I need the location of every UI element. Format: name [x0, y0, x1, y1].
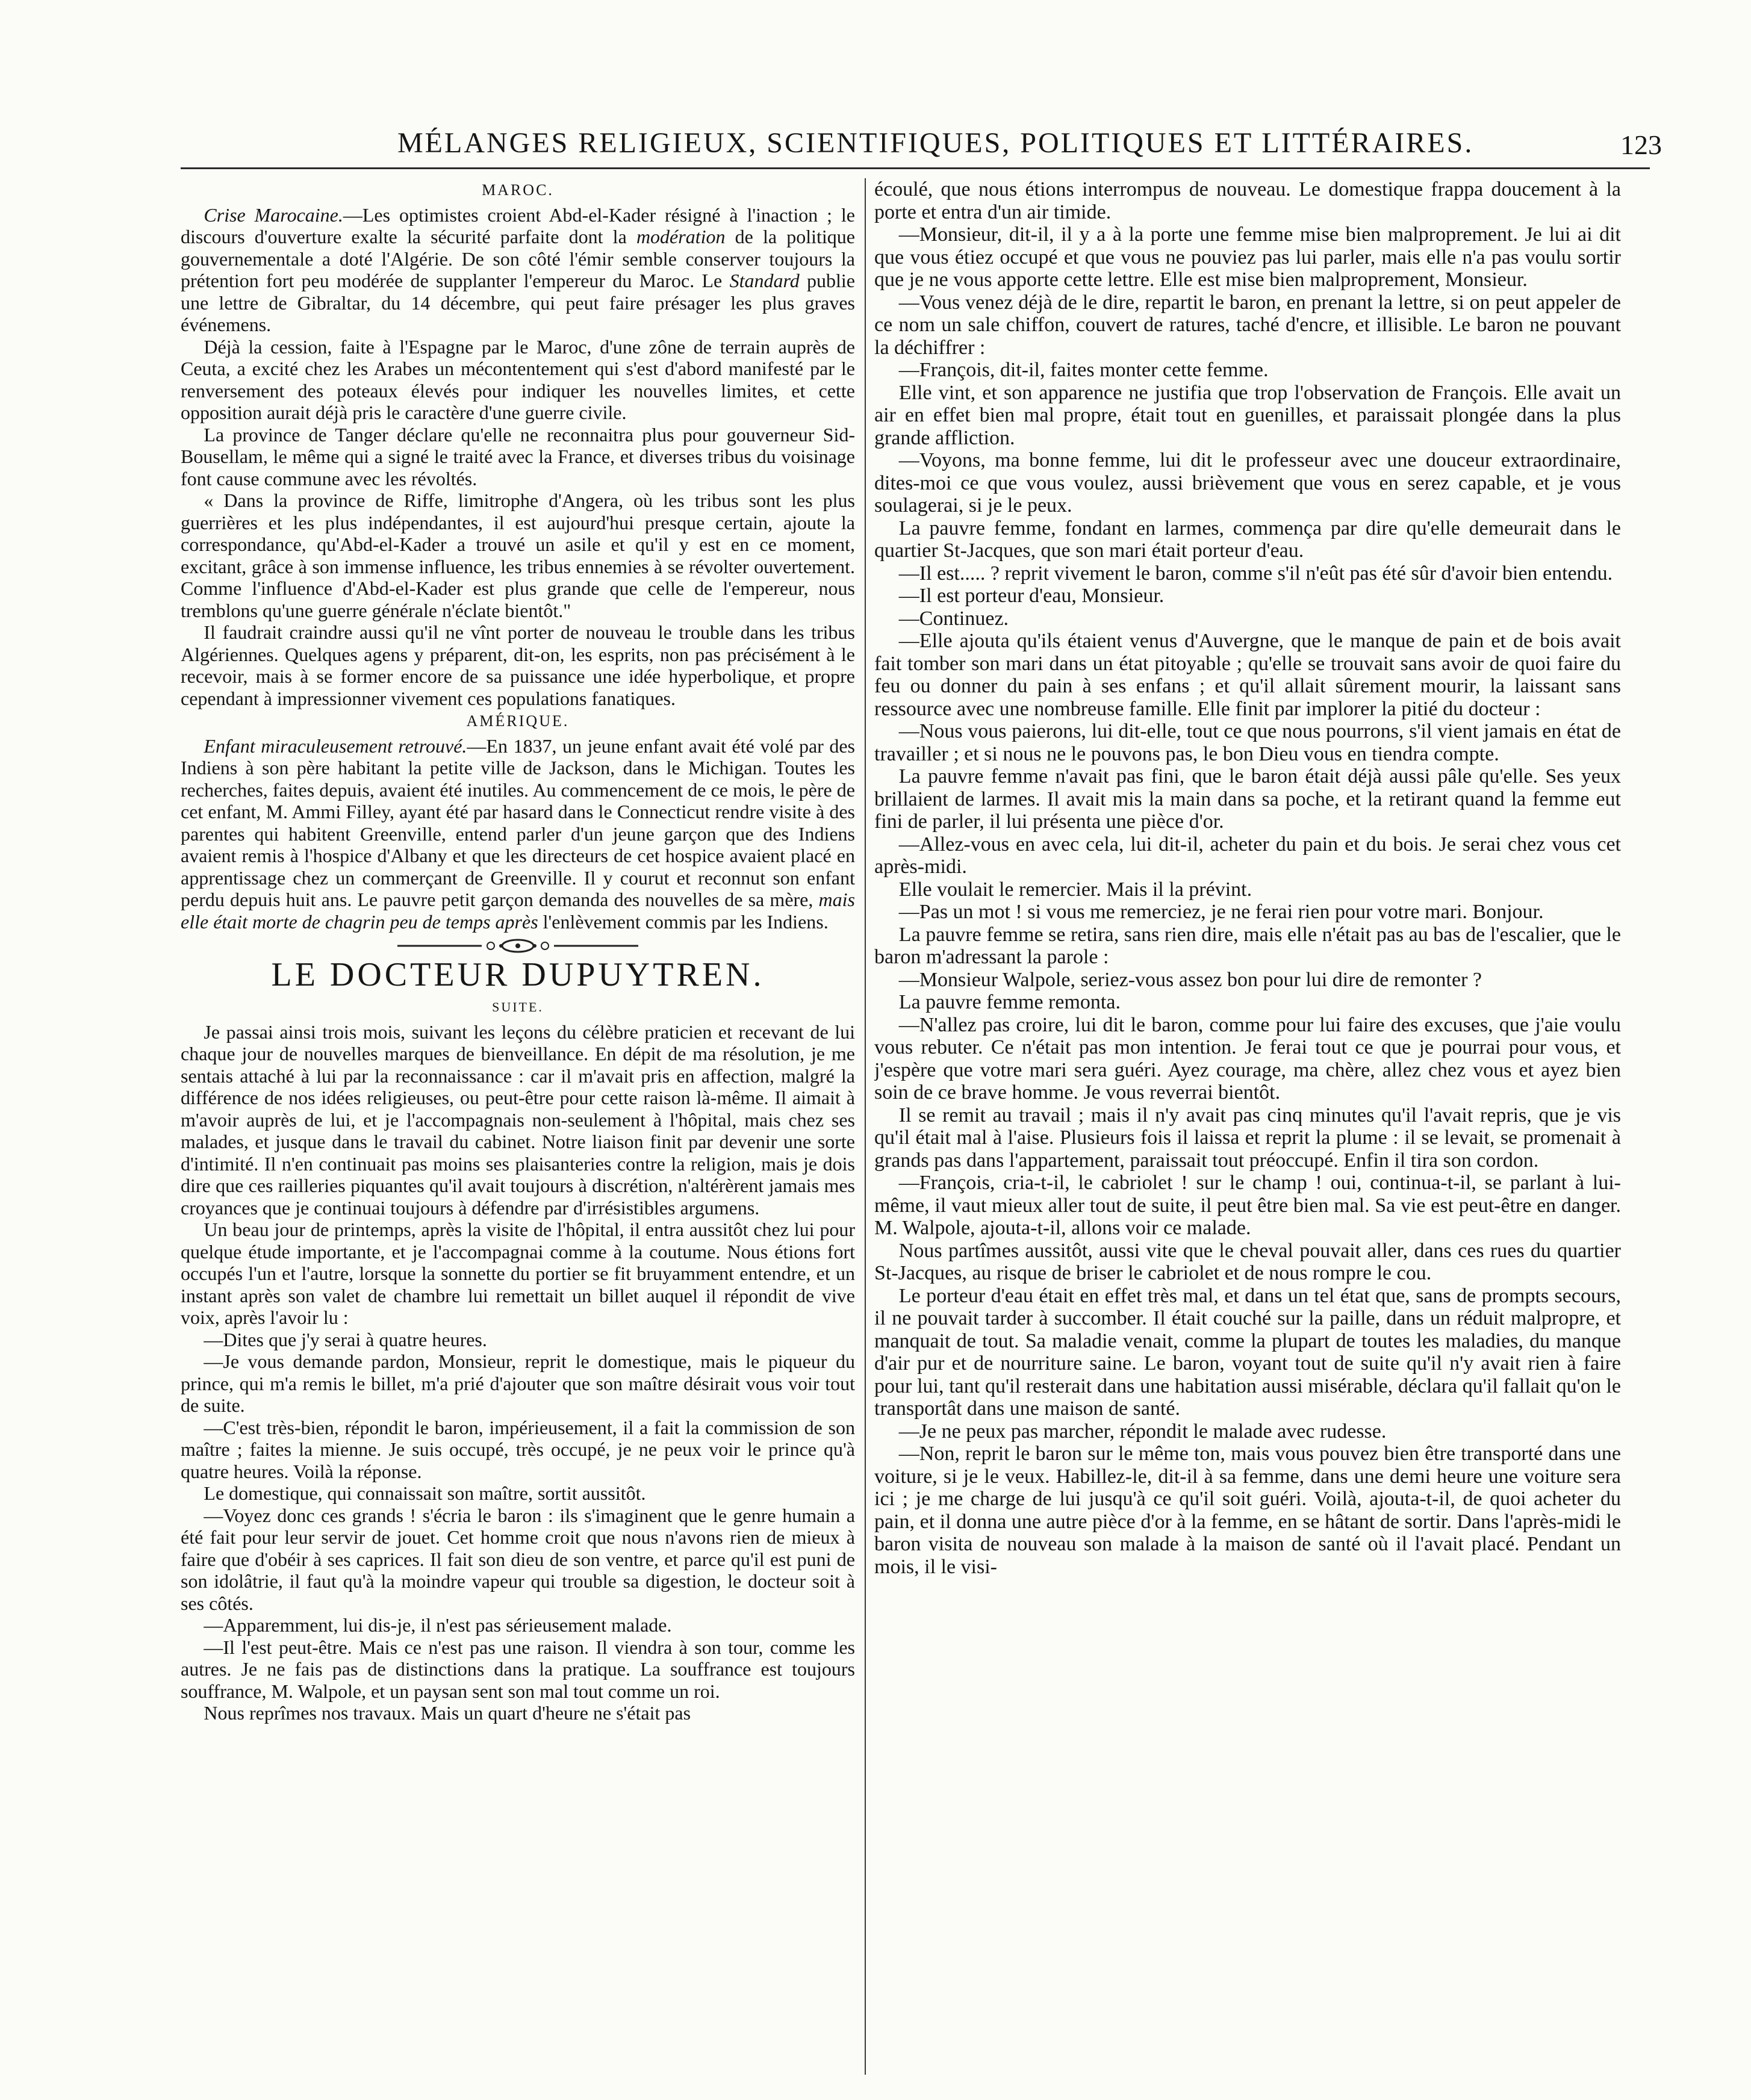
- article-paragraph: —Non, reprit le baron sur le même ton, mais vous pouvez bien être transporté dans une voiture, si je le veux. Habillez-le, dit-il à sa femme, dans une demi heure une voiture sera ici ; je me charge de lui jusqu'à ce qu'il soit guéri. Voilà, ajouta-t-il, de quoi acheter du pain, et il donna une autre pièce d'or à la femme, en se hâtant de sortir. Dans l'après-midi le baron visita de nouveau son malade à la maison de santé où il l'avait placé. Pendant un mois, il le visi-: [874, 1443, 1621, 1578]
- column-divider: [865, 178, 866, 2075]
- article-paragraph: —Monsieur Walpole, seriez-vous assez bon pour lui dire de remonter ?: [898, 968, 1482, 991]
- article-subtitle: SUITE.: [492, 999, 544, 1014]
- article-lead: Crise Marocaine.: [204, 203, 343, 226]
- article-lead: Enfant miraculeusement retrouvé.: [204, 735, 467, 757]
- article-paragraph: La pauvre femme se retira, sans rien dire, mais elle n'était pas au bas de l'escalier, que le baron m'adressant la parole :: [874, 923, 1621, 968]
- section-heading-maroc: MAROC.: [482, 181, 554, 199]
- article-paragraph: —François, cria-t-il, le cabriolet ! sur le champ ! oui, continua-t-il, se parlant à lui-même, il vaut mieux aller tout de suite, il peut être bien mal. Sa vie est peut-être en danger. M. Walpole, ajouta-t-il, allons voir ce malade.: [874, 1172, 1621, 1239]
- article-paragraph: « Dans la province de Riffe, limitrophe d'Angera, où les tribus sont les plus guerrières et les plus indépendantes, il est aujourd'hui presque certain, ajoute la correspondance, qu'Abd-el-Kader a trouvé un asile et qu'il y est en ce moment, excitant, grâce à son immense influence, les tribus ennemies à se révolter ouvertement. Comme l'influence d'Abd-el-Kader est plus grande que celle de l'empereur, nous tremblons qu'une guerre générale n'éclate bientôt.": [181, 489, 855, 621]
- article-paragraph: —Je ne peux pas marcher, répondit le malade avec rudesse.: [898, 1420, 1387, 1443]
- article-paragraph: Il se remit au travail ; mais il n'y avait pas cinq minutes qu'il l'avait repris, que je vis qu'il était mal à l'aise. Plusieurs fois il laissa et reprit la plume : il se levait, se promenait à grands pas dans l'appartement, paraissait tout préoccupé. Enfin il tira son cordon.: [874, 1104, 1621, 1172]
- article-paragraph: écoulé, que nous étions interrompus de nouveau. Le domestique frappa doucement à la porte et entra d'un air timide.: [874, 178, 1621, 223]
- article-paragraph: Je passai ainsi trois mois, suivant les leçons du célèbre praticien et recevant de lui chaque jour de nouvelles marques de bienveillance. En dépit de ma résolution, je me sentais attaché à lui par la reconnaissance : car il m'avait pris en affection, malgré la différence de nos idées religieuses, ou peut-être pour cette raison là-même. Il aimait à m'avoir auprès de lui, et je l'accompagnais non-seulement à l'hôpital, mais chez ses malades, et jusque dans le travail du cabinet. Notre liaison finit par devenir une sorte d'intimité. Il n'en continuait pas moins ses plaisanteries contre la religion, mais je dois dire que ces railleries piquantes qu'il avait toujours à discrétion, n'altérèrent jamais mes croyances que je continuai toujours à défendre par d'irrésistibles argumens.: [181, 1020, 855, 1219]
- ornamental-divider: [181, 939, 855, 954]
- article-title: LE DOCTEUR DUPUYTREN.: [271, 956, 765, 993]
- article-paragraph: —François, dit-il, faites monter cette femme.: [898, 359, 1269, 381]
- article-paragraph: —Dites que j'y serai à quatre heures.: [204, 1328, 487, 1350]
- article-paragraph: —Il est..... ? reprit vivement le baron, comme s'il n'eût pas été sûr d'avoir bien entendu.: [898, 562, 1613, 585]
- article-paragraph: —C'est très-bien, répondit le baron, impérieusement, il a fait la commission de son maître ; faites la mienne. Je suis occupé, très occupé, je ne peux voir le prince qu'à quatre heures. Voilà la réponse.: [181, 1416, 855, 1482]
- page-number: 123: [1620, 129, 1662, 160]
- article-paragraph: La province de Tanger déclare qu'elle ne reconnaitra plus pour gouverneur Sid-Bousellam, le même qui a signé le traité avec la France, et diverses tribus du voisinage font cause commune avec les révoltés.: [181, 423, 855, 489]
- article-paragraph: Le domestique, qui connaissait son maître, sortit aussitôt.: [204, 1482, 646, 1504]
- article-paragraph: Nous partîmes aussitôt, aussi vite que le cheval pouvait aller, dans ces rues du quartier St-Jacques, au risque de briser le cabriolet et de nous rompre le cou.: [874, 1239, 1621, 1284]
- article-paragraph: —Il l'est peut-être. Mais ce n'est pas une raison. Il viendra à son tour, comme les autres. Je ne fais pas de distinctions dans la pratique. La souffrance est toujours souffrance, M. Walpole, et un paysan sent son mal tout comme un roi.: [181, 1636, 855, 1702]
- running-title: MÉLANGES RELIGIEUX, SCIENTIFIQUES, POLITIQUES ET LITTÉRAIRES.: [397, 127, 1474, 159]
- article-paragraph: —Nous vous paierons, lui dit-elle, tout ce que nous pourrons, s'il vient jamais en état de travailler ; et si nous ne le pouvons pas, le bon Dieu vous en tiendra compte.: [874, 720, 1621, 765]
- article-paragraph: —Apparemment, lui dis-je, il n'est pas sérieusement malade.: [204, 1614, 672, 1636]
- article-paragraph: Crise Marocaine.—Les optimistes croient Abd-el-Kader résigné à l'inaction ; le discours d'ouverture exalte la sécurité parfaite dont la modération de la politique gouvernementale a doté l'Algérie. De son côté l'émir semble conserver toujours la prétention fort peu modérée de supplanter l'empereur du Maroc. Le Standard publie une lettre de Gibraltar, du 14 décembre, qui peut faire présager les plus graves événemens.: [181, 203, 855, 335]
- article-paragraph: —Vous venez déjà de le dire, repartit le baron, en prenant la lettre, si on peut appeler de ce nom un sale chiffon, couvert de ratures, taché d'encre, et illisible. Le baron ne pouvant la déchiffrer :: [874, 291, 1621, 359]
- article-paragraph: Enfant miraculeusement retrouvé.—En 1837, un jeune enfant avait été volé par des Indiens à son père habitant la petite ville de Jackson, dans le Michigan. Toutes les recherches, faites depuis, avaient été inutiles. Au commencement de ce mois, le père de cet enfant, M. Ammi Filley, ayant été par hasard dans le Connecticut rendre visite à des parentes qui habitent Greenville, entend parler d'un jeune garçon que des Indiens avaient remis à l'hospice d'Albany et que les directeurs de cet hospice avaient placé en apprentissage chez un commerçant de Greenville. Il y courut et reconnut son enfant perdu depuis huit ans. Le pauvre petit garçon demanda des nouvelles de sa mère, mais elle était morte de chagrin peu de temps après l'enlèvement commis par les Indiens.: [181, 735, 855, 933]
- article-paragraph: —Elle ajouta qu'ils étaient venus d'Auvergne, que le manque de pain et de bois avait fait tomber son mari dans un état pitoyable ; qu'elle se trouvait sans avoir de quoi faire du feu ou donner du pain à ses enfans ; et qu'il allait sûrement mourir, la laissant sans ressource avec une nombreuse famille. Elle finit par implorer la pitié du docteur :: [874, 630, 1621, 720]
- article-paragraph: Un beau jour de printemps, après la visite de l'hôpital, il entra aussitôt chez lui pour quelque étude importante, et je l'accompagnai comme à la coutume. Nous étions fort occupés l'un et l'autre, lorsque la sonnette du portier se fit bruyamment entendre, et un instant après son valet de chambre lui remettait un billet auquel il répondit de vive voix, après l'avoir lu :: [181, 1219, 855, 1328]
- article-paragraph: —Continuez.: [898, 607, 1009, 630]
- article-paragraph: Elle voulait le remercier. Mais il la prévint.: [898, 878, 1252, 901]
- left-column: [181, 178, 855, 2075]
- article-paragraph: Elle vint, et son apparence ne justifia que trop l'observation de François. Elle avait un air en effet bien mal propre, était tout en guenilles, et paraissait plongée dans la plus grande affliction.: [874, 381, 1621, 449]
- article-paragraph: La pauvre femme remonta.: [898, 991, 1121, 1013]
- article-paragraph: —Pas un mot ! si vous me remerciez, je ne ferai rien pour votre mari. Bonjour.: [898, 901, 1544, 923]
- article-paragraph: La pauvre femme n'avait pas fini, que le baron était déjà aussi pâle qu'elle. Ses yeux brillaient de larmes. Il avait mis la main dans sa poche, et la retirant quand la femme eut fini de parler, il lui présenta une pièce d'or.: [874, 765, 1621, 833]
- article-paragraph: —Allez-vous en avec cela, lui dit-il, acheter du pain et du bois. Je serai chez vous cet après-midi.: [874, 833, 1621, 878]
- article-paragraph: La pauvre femme, fondant en larmes, commença par dire qu'elle demeurait dans le quartier St-Jacques, que son mari était porteur d'eau.: [874, 517, 1621, 562]
- right-column: [874, 178, 1621, 2075]
- article-paragraph: Nous reprîmes nos travaux. Mais un quart d'heure ne s'était pas: [204, 1702, 691, 1724]
- article-paragraph: —Je vous demande pardon, Monsieur, reprit le domestique, mais le piqueur du prince, qui m'a remis le billet, m'a prié d'ajouter que son maître désirait vous voir tout de suite.: [181, 1350, 855, 1416]
- header-rule: [181, 167, 1650, 169]
- section-heading-amerique: AMÉRIQUE.: [466, 712, 570, 730]
- article-paragraph: —Monsieur, dit-il, il y a à la porte une femme mise bien malproprement. Je lui ai dit que vous étiez occupé et que vous ne pouviez pas lui parler, mais elle n'a pas voulu sortir que je ne vous apporte cette lettre. Elle est mise bien malproprement, Monsieur.: [874, 223, 1621, 291]
- article-paragraph: Le porteur d'eau était en effet très mal, et dans un tel état que, sans de prompts secours, il ne pouvait tarder à succomber. Il était couché sur la paille, dans un réduit malpropre, et manquait de tout. Sa maladie venait, comme la plupart de toutes les maladies, du manque d'air pur et de nourriture saine. Le baron, voyant tout de suite qu'il n'y avait rien à faire pour lui, tant qu'il resterait dans une habitation aussi misérable, déclara qu'il fallait qu'on le transportât dans une maison de santé.: [874, 1284, 1621, 1420]
- article-paragraph: —N'allez pas croire, lui dit le baron, comme pour lui faire des excuses, que j'aie voulu vous rebuter. Ce n'était pas mon intention. Je ferai tout ce que je pourrai pour vous, et j'espère que votre mari sera guéri. Ayez courage, ma chère, allez chez vous et ayez bien soin de ce brave homme. Je vous reverrai bientôt.: [874, 1013, 1621, 1104]
- article-paragraph: Il faudrait craindre aussi qu'il ne vînt porter de nouveau le trouble dans les tribus Algériennes. Quelques agens y préparent, dit-on, les esprits, non pas précisément à le recevoir, mais à se former encore de sa puissance une idée hyperbolique, et propre cependant à impressionner vivement ces populations fanatiques.: [181, 621, 855, 709]
- article-paragraph: Déjà la cession, faite à l'Espagne par le Maroc, d'une zône de terrain auprès de Ceuta, a excité chez les Arabes un mécontentement qui s'est d'abord manifesté par le renversement des poteaux élevés pour indiquer les nouvelles limites, et cette opposition aurait déjà pris le caractère d'une guerre civile.: [181, 335, 855, 423]
- article-paragraph: —Il est porteur d'eau, Monsieur.: [898, 585, 1165, 607]
- article-paragraph: —Voyez donc ces grands ! s'écria le baron : ils s'imaginent que le genre humain a été fait pour leur servir de jouet. Cet homme croit que nous n'avons rien de mieux à faire que d'obéir à ses caprices. Il fait son dieu de son ventre, et parce qu'il est puni de son idolâtrie, il faut qu'à la moindre vapeur qui trouble sa digestion, le docteur soit à ses côtés.: [181, 1504, 855, 1614]
- article-paragraph: —Voyons, ma bonne femme, lui dit le professeur avec une douceur extraordinaire, dites-moi ce que vous voulez, aussi brièvement que vous en serez capable, et je vous soulagerai, si je le peux.: [874, 449, 1621, 517]
